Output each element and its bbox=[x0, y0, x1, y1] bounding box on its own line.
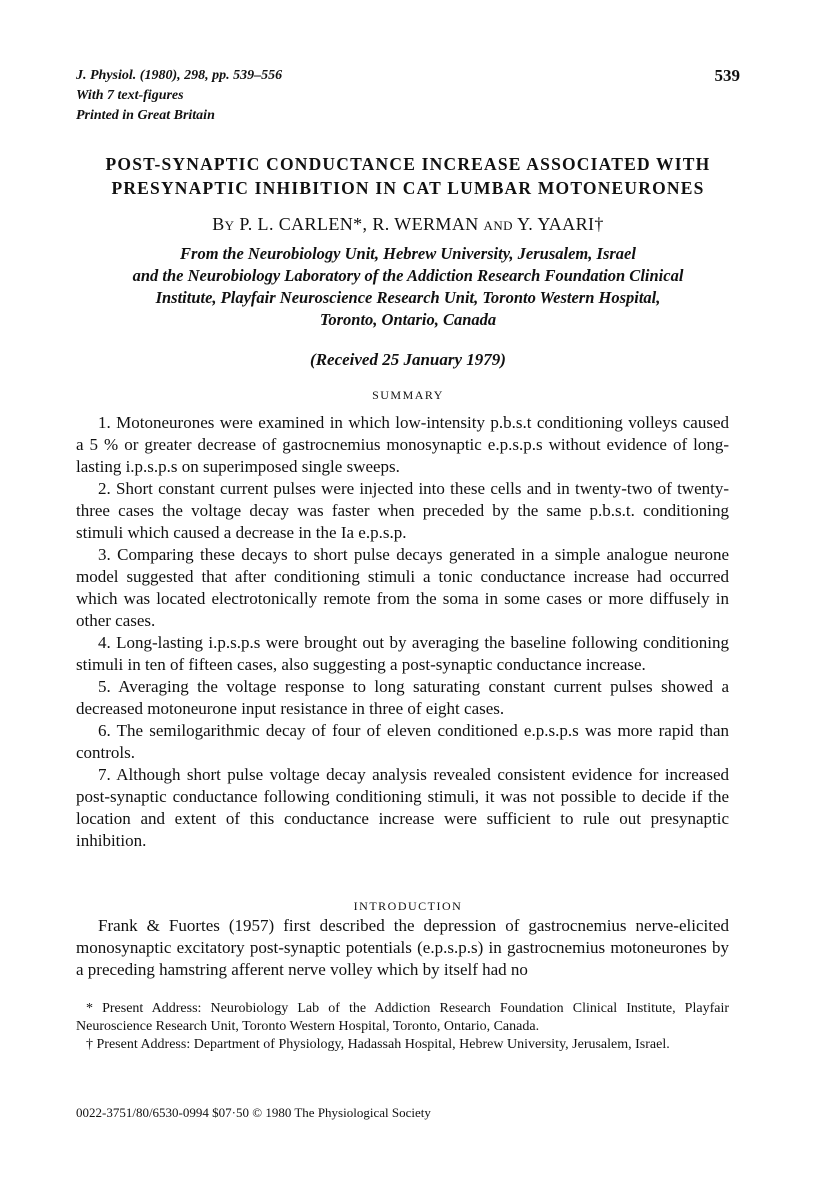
page-number: 539 bbox=[714, 66, 740, 85]
paper-title bbox=[60, 152, 756, 200]
footnotes bbox=[76, 1000, 729, 1055]
author-carlen: P. L. CARLEN*, bbox=[239, 214, 368, 234]
and-label: and bbox=[483, 214, 513, 234]
summary-item: 3. Comparing these decays to short pulse decays generated in a simple analogue neurone model suggested that after conditioning stimuli a tonic conductance increase had occurred which was located electrotonically remote from the soma in some cases or more diffusely in other cases. bbox=[76, 545, 729, 630]
summary-heading: SUMMARY bbox=[372, 388, 444, 402]
affiliation-line-3: Institute, Playfair Neuroscience Research Unit, Toronto Western Hospital, bbox=[155, 288, 661, 307]
footnote-dagger: † Present Address: Department of Physiology, Hadassah Hospital, Hebrew University, Jerusalem, Israel. bbox=[86, 1037, 670, 1052]
summary-item: 4. Long-lasting i.p.s.p.s were brought out by averaging the baseline following conditioning stimuli in ten of fifteen cases, also suggesting a post-synaptic conductance increase. bbox=[76, 633, 729, 674]
summary-item: 7. Although short pulse voltage decay analysis revealed consistent evidence for increased post-synaptic conductance following conditioning stimuli, it was not possible to decide if the location and extent of this conductance increase were sufficient to rule out presynaptic inhibition. bbox=[76, 765, 729, 850]
title-line-1: POST-SYNAPTIC CONDUCTANCE INCREASE ASSOCIATED WITH bbox=[105, 154, 711, 174]
summary-item: 5. Averaging the voltage response to long saturating constant current pulses showed a decreased motoneurone input resistance in three of eight cases. bbox=[76, 677, 729, 718]
title-line-2: PRESYNAPTIC INHIBITION IN CAT LUMBAR MOTONEURONES bbox=[111, 178, 705, 198]
printed-in: Printed in Great Britain bbox=[76, 108, 215, 123]
affiliation-line-2: and the Neurobiology Laboratory of the Addiction Research Foundation Clinical bbox=[132, 266, 684, 285]
author-werman: R. WERMAN bbox=[372, 214, 479, 234]
author-line bbox=[60, 214, 756, 235]
summary-list bbox=[76, 412, 729, 852]
footnote-star: * Present Address: Neurobiology Lab of the Addiction Research Foundation Clinical Institute, Playfair Neuroscience Research Unit, Toronto Western Hospital, Toronto, Ontario, Canada. bbox=[76, 1001, 729, 1034]
author-yaari: Y. YAARI† bbox=[517, 214, 604, 234]
by-label: By bbox=[212, 214, 235, 234]
copyright-footer: 0022-3751/80/6530-0994 $07·50 © 1980 The Physiological Society bbox=[76, 1105, 431, 1120]
introduction-heading: INTRODUCTION bbox=[353, 899, 463, 913]
summary-item: 1. Motoneurones were examined in which low-intensity p.b.s.t conditioning volleys caused a 5 % or greater decrease of gastrocnemius monosynaptic e.p.s.p.s without evidence of long-lasting i.p.s.p.s on superimposed single sweeps. bbox=[76, 413, 729, 476]
affiliation-line-1: From the Neurobiology Unit, Hebrew University, Jerusalem, Israel bbox=[180, 244, 636, 263]
figure-count: With 7 text-figures bbox=[76, 88, 184, 103]
summary-item: 6. The semilogarithmic decay of four of eleven conditioned e.p.s.p.s was more rapid than controls. bbox=[76, 721, 729, 762]
summary-item: 2. Short constant current pulses were injected into these cells and in twenty-two of twenty-three cases the voltage decay was faster when preceded by the same p.b.s.t. conditioning stimuli which caused a decrease in the Ia e.p.s.p. bbox=[76, 479, 729, 542]
journal-citation: J. Physiol. (1980), 298, pp. 539–556 bbox=[76, 68, 283, 83]
received-date: (Received 25 January 1979) bbox=[310, 350, 506, 369]
affiliation bbox=[60, 243, 756, 331]
introduction-paragraph: Frank & Fuortes (1957) first described the depression of gastrocnemius nerve-elicited monosynaptic excitatory post-synaptic potentials (e.p.s.p.s) in gastrocnemius motoneurones by a preceding hamstring afferent nerve volley which by itself had no bbox=[76, 916, 729, 979]
affiliation-line-4: Toronto, Ontario, Canada bbox=[319, 310, 497, 329]
introduction-body bbox=[76, 915, 729, 981]
